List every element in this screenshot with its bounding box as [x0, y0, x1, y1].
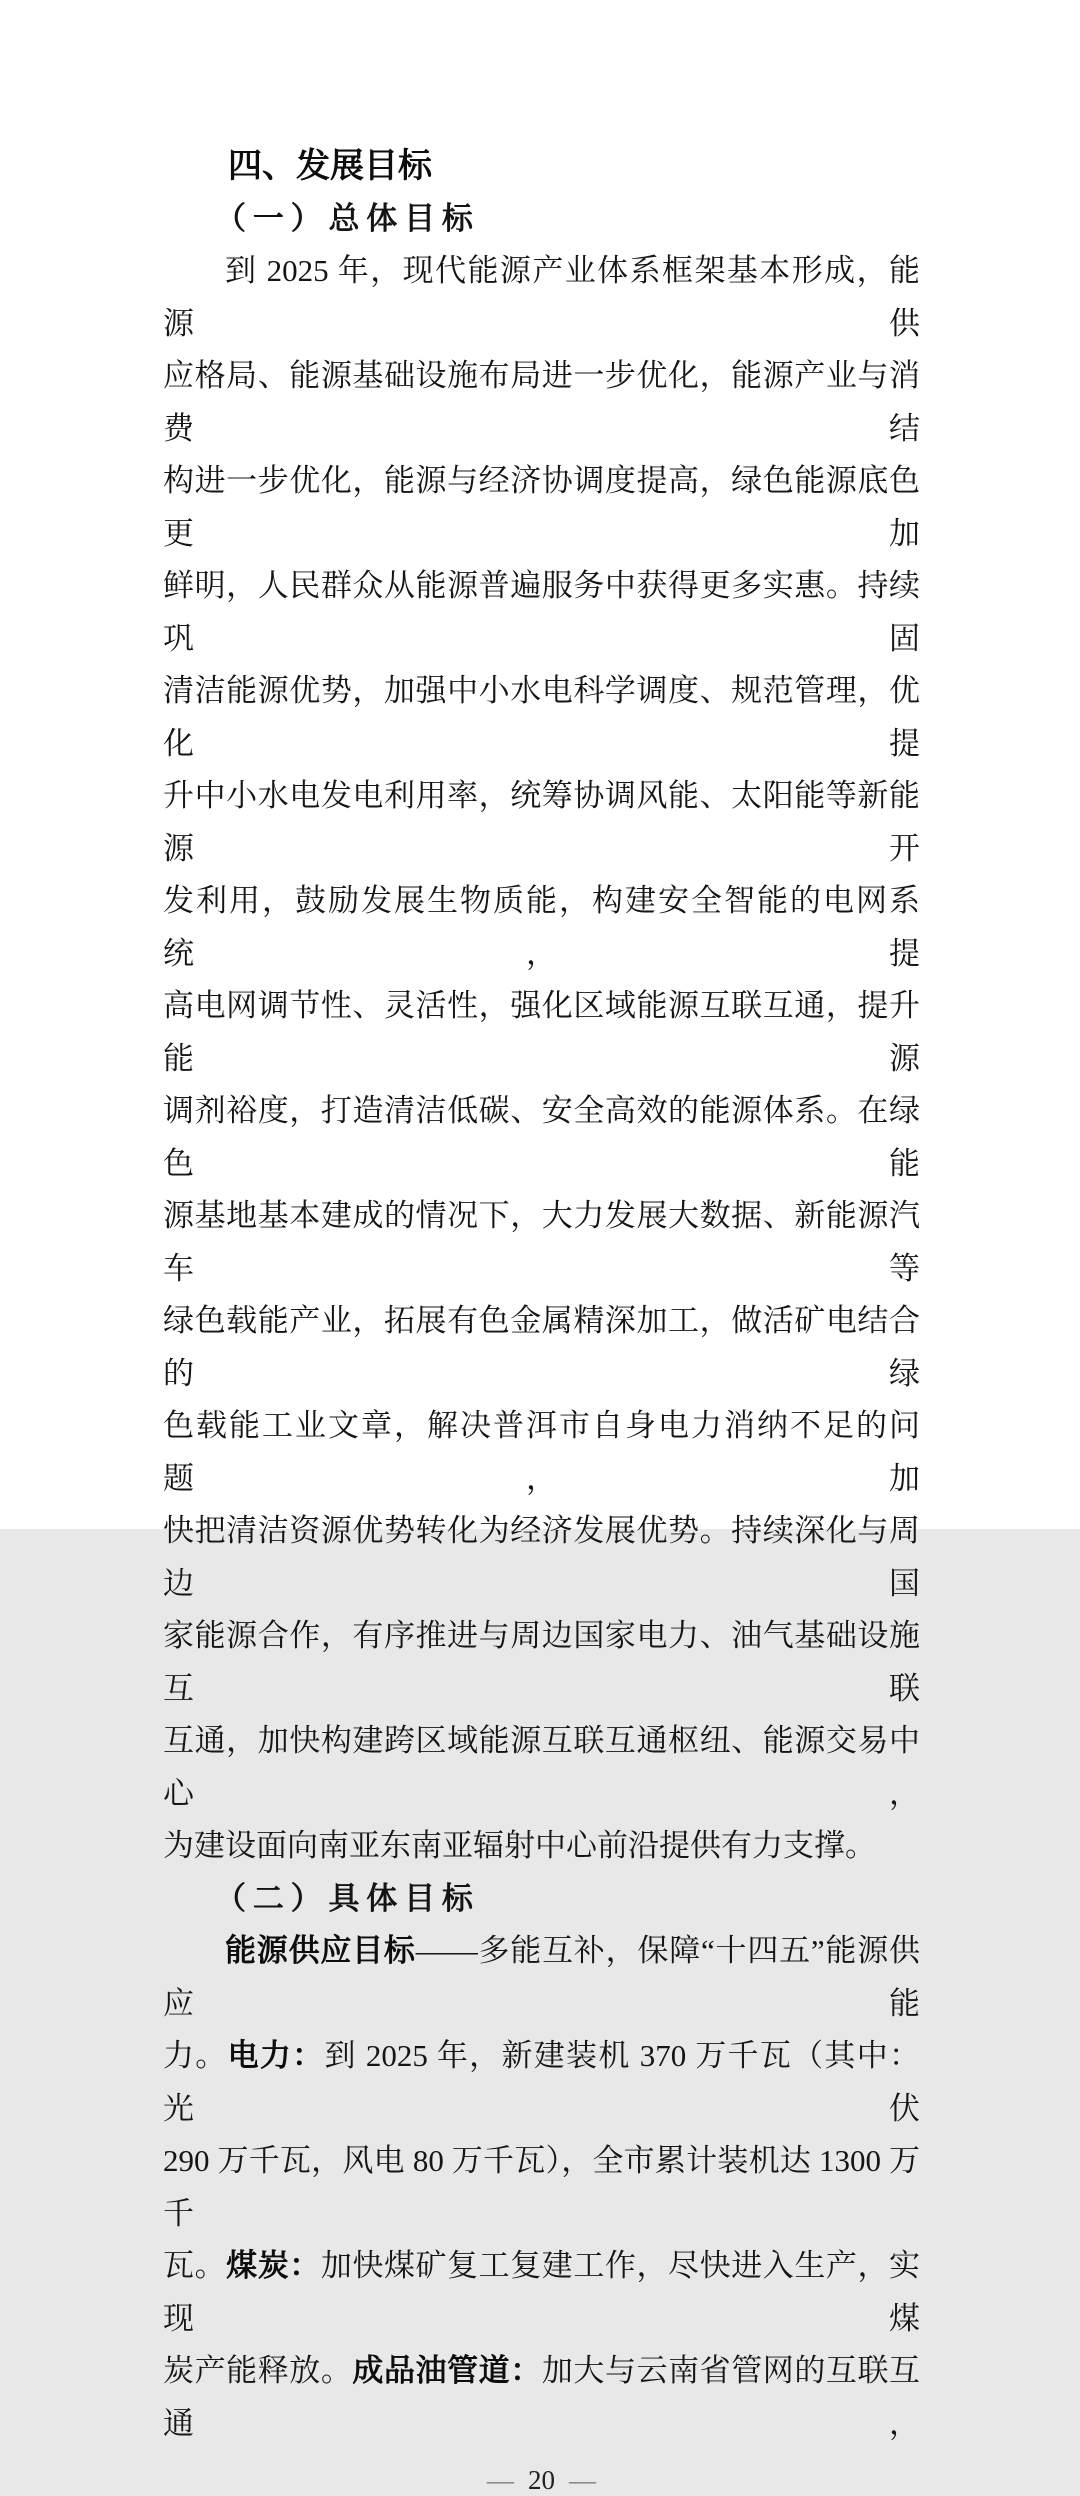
- text-segment: 炭产能释放。: [163, 2353, 353, 2388]
- text-segment: 升中小水电发电利用率，统筹协调风能、太阳能等新能源开: [163, 778, 920, 866]
- text-segment: 发利用，鼓励发展生物质能，构建安全智能的电网系统，提: [163, 883, 920, 971]
- text-line: [163, 245, 920, 350]
- text-line: [163, 770, 920, 875]
- subheading-specific-goals: （二）具体目标: [215, 1880, 480, 1916]
- text-line: [163, 665, 920, 770]
- bold-term: 成品油管道：: [352, 2353, 542, 2388]
- text-segment: 色载能工业文章，解决普洱市自身电力消纳不足的问题，加: [163, 1408, 920, 1496]
- text-segment: 到 2025 年，新建装机 370 万千瓦（其中：光伏: [163, 2038, 921, 2126]
- paragraph-overall-goals: [163, 245, 920, 1873]
- text-line: [163, 1295, 920, 1400]
- text-segment: 绿色载能产业，拓展有色金属精深加工，做活矿电结合的绿: [163, 1303, 920, 1391]
- text-line: [163, 1190, 920, 1295]
- text-segment: 家能源合作，有序推进与周边国家电力、油气基础设施互联: [163, 1618, 920, 1706]
- text-line: [163, 1925, 920, 2030]
- text-segment: ——多能互补，保障“十四五”能源供应能: [163, 1933, 920, 2021]
- footer-left-dash: —: [487, 2465, 514, 2495]
- text-segment: 源基地基本建成的情况下，大力发展大数据、新能源汽车等: [163, 1198, 920, 1286]
- text-segment: 高电网调节性、灵活性，强化区域能源互联互通，提升能源: [163, 988, 920, 1076]
- text-line: [163, 875, 920, 980]
- paragraph-specific-goals: [163, 1925, 920, 2450]
- page-number: 20: [528, 2465, 555, 2495]
- text-line: [163, 1820, 920, 1873]
- page-footer: [163, 2464, 920, 2496]
- text-segment: 应格局、能源基础设施布局进一步优化，能源产业与消费结: [163, 358, 920, 446]
- text-segment: 为建设面向南亚东南亚辐射中心前沿提供有力支撑。: [163, 1828, 876, 1863]
- text-segment: 快把清洁资源优势转化为经济发展优势。持续深化与周边国: [163, 1513, 920, 1601]
- text-segment: 力。: [163, 2038, 228, 2073]
- text-segment: 鲜明，人民群众从能源普遍服务中获得更多实惠。持续巩固: [163, 568, 920, 656]
- text-line: [163, 350, 920, 455]
- text-segment: 互通，加快构建跨区域能源互联互通枢纽、能源交易中心，: [163, 1723, 920, 1811]
- bold-term: 电力：: [227, 2038, 325, 2073]
- bold-term: 煤炭：: [226, 2248, 321, 2283]
- text-segment: 加快煤矿复工复建工作，尽快进入生产，实现煤: [163, 2248, 921, 2336]
- subheading-overall-goals: （一）总体目标: [215, 200, 480, 236]
- text-segment: 调剂裕度，打造清洁低碳、安全高效的能源体系。在绿色能: [163, 1093, 920, 1181]
- text-line: [163, 1085, 920, 1190]
- bold-term: 能源供应目标: [225, 1933, 416, 1968]
- text-segment: 清洁能源优势，加强中小水电科学调度、规范管理，优化提: [163, 673, 920, 761]
- text-segment: 构进一步优化，能源与经济协调度提高，绿色能源底色更加: [163, 463, 920, 551]
- text-line: [163, 1505, 920, 1610]
- text-segment: 瓦。: [163, 2248, 227, 2283]
- text-line: [163, 980, 920, 1085]
- text-line: [163, 2030, 920, 2135]
- footer-right-dash: —: [569, 2465, 596, 2495]
- text-line: [163, 1715, 920, 1820]
- section-heading: 四、发展目标: [228, 147, 432, 185]
- text-segment: 加大与云南省管网的互联互通，: [163, 2353, 921, 2441]
- text-segment: 290 万千瓦，风电 80 万千瓦），全市累计装机达 1300 万千: [163, 2143, 920, 2231]
- text-line: [163, 1610, 920, 1715]
- text-segment: 到 2025 年，现代能源产业体系框架基本形成，能源供: [163, 253, 920, 341]
- text-line: [163, 2345, 920, 2450]
- text-line: [163, 2240, 920, 2345]
- text-line: [163, 455, 920, 560]
- text-line: [163, 1400, 920, 1505]
- text-line: [163, 560, 920, 665]
- text-line: [163, 2135, 920, 2240]
